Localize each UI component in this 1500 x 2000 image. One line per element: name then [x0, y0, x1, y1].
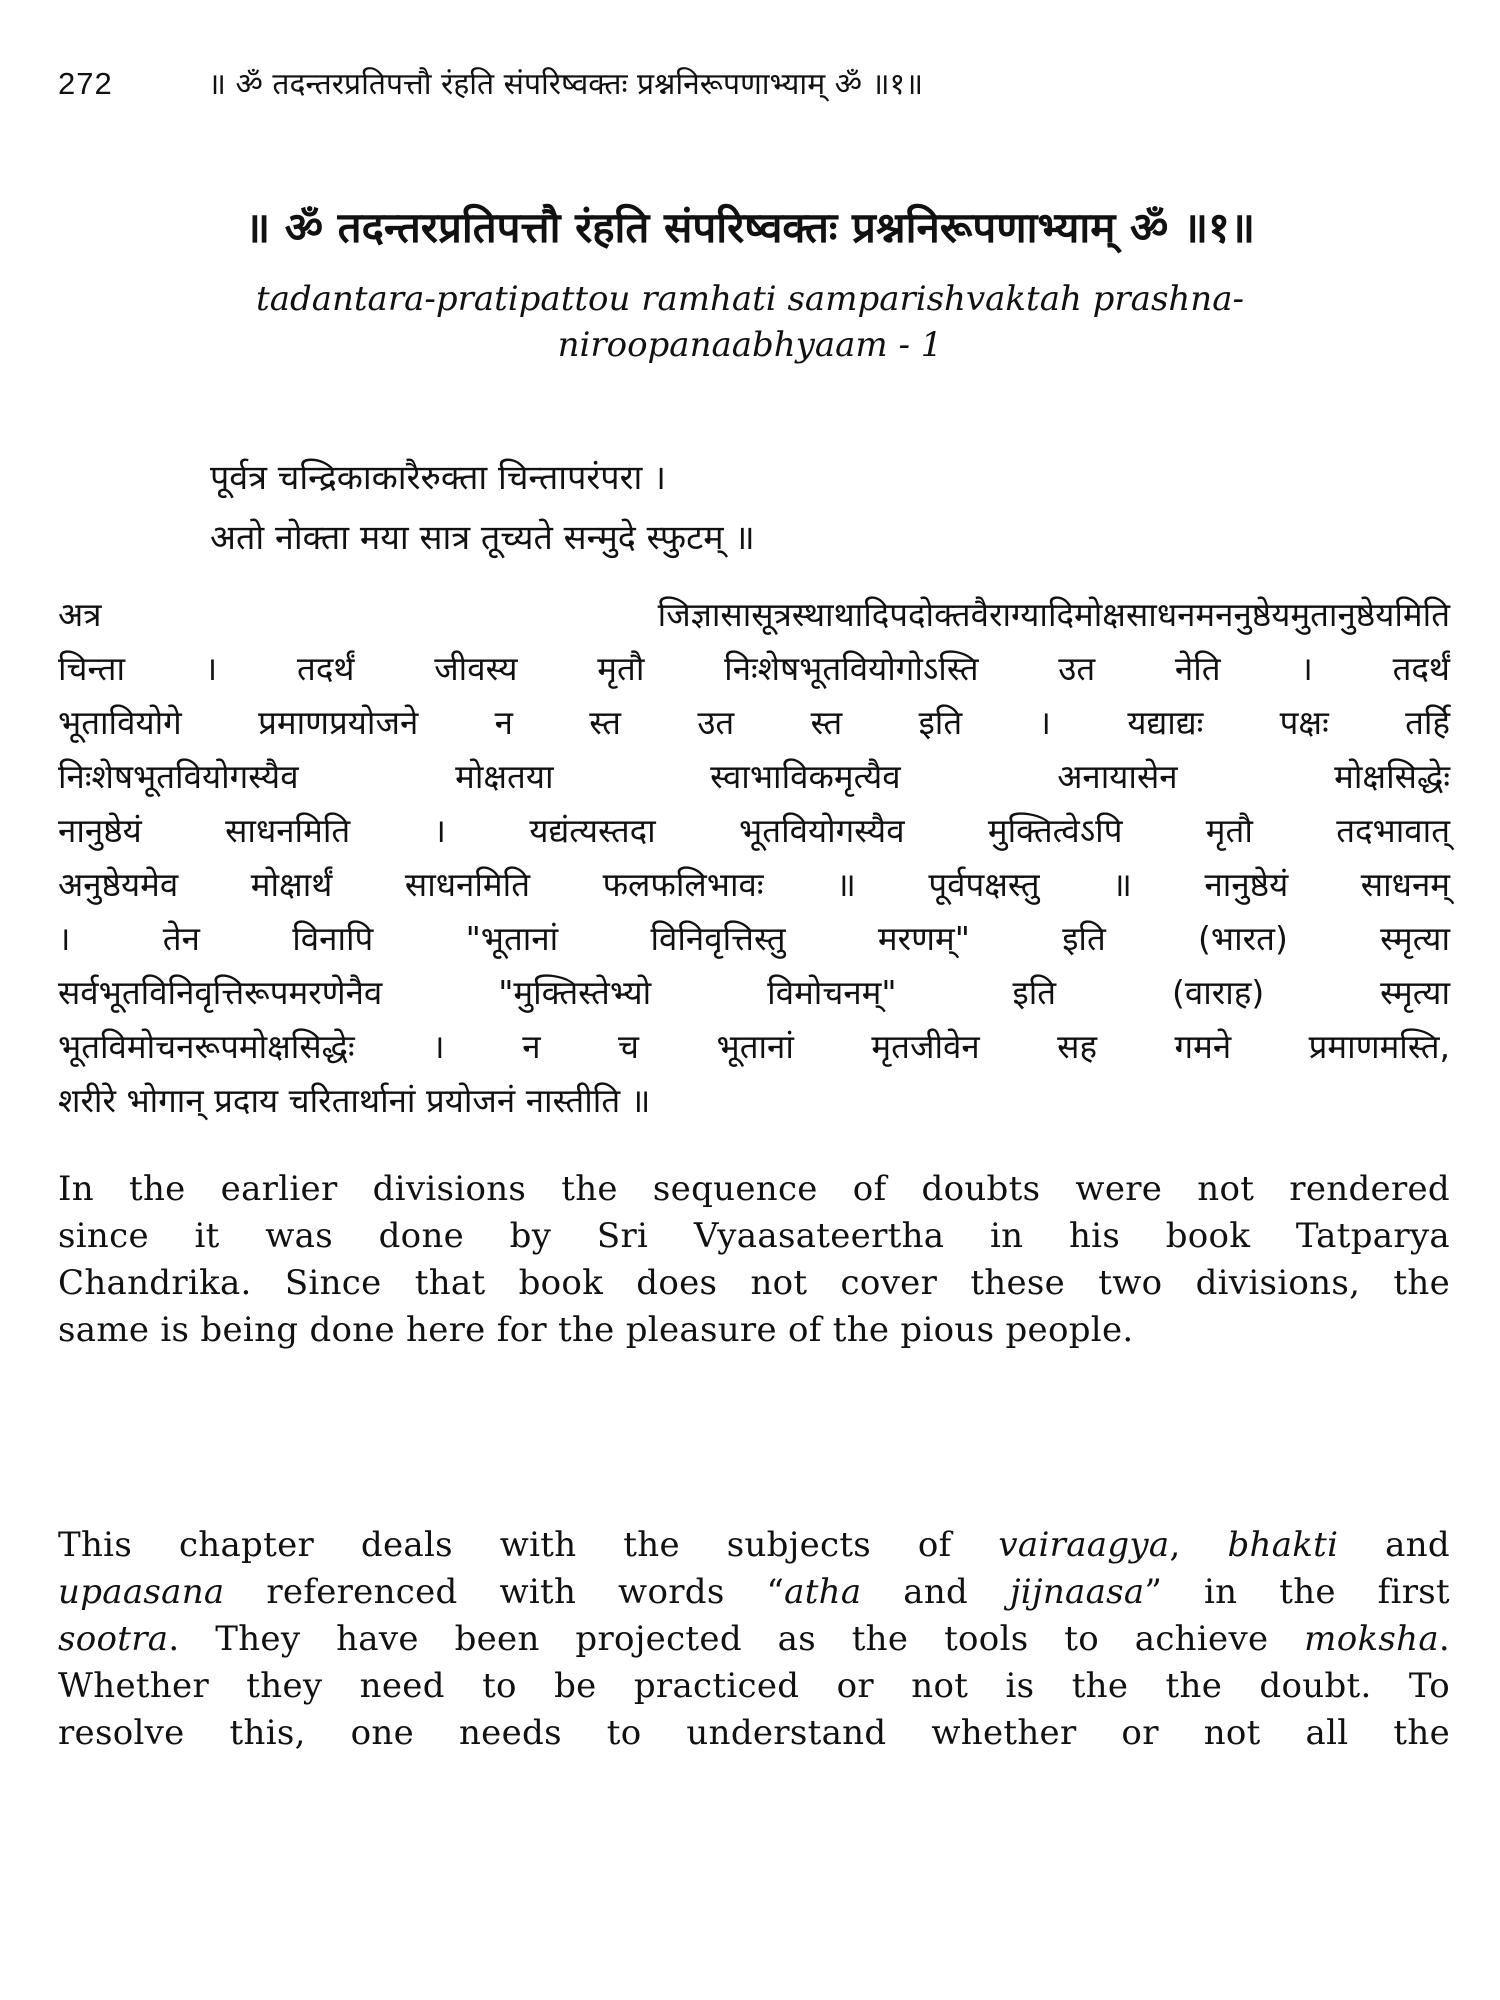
introductory-verse: [210, 448, 755, 568]
sanskrit-line: अत्र जिज्ञासासूत्रस्थाथादिपदोक्तवैराग्यादिमोक्षसाधनमननुष्ठेयमुतानुष्ठेयमिति: [58, 595, 1450, 634]
text-run: . They have been projected as the tools to achieve: [168, 1619, 1305, 1659]
paragraph-line: since it was done by Sri Vyaasateertha in his book Tatparya: [58, 1216, 1450, 1256]
italic-term: bhakti: [1227, 1525, 1339, 1565]
italic-term: sootra: [58, 1619, 169, 1659]
transliteration-line-1: tadantara-pratipattou ramhati samparishvaktah prashna-: [256, 279, 1244, 319]
verse-line-2: अतो नोक्ता मया सात्र तूच्यते सन्मुदे स्फुटम् ॥: [210, 518, 755, 558]
sanskrit-commentary: [58, 588, 1450, 1128]
italic-term: jijnaasa: [1009, 1572, 1145, 1612]
paragraph-line: Whether they need to be practiced or not is the the doubt. To: [58, 1666, 1450, 1706]
text-run: ,: [1169, 1525, 1228, 1565]
page-number: 272: [58, 66, 113, 101]
sanskrit-line: निःशेषभूतवियोगस्यैव मोक्षतया स्वाभाविकमृत्यैव अनायासेन मोक्षसिद्धेः: [58, 757, 1450, 796]
paragraph-line: [58, 1616, 1450, 1663]
paragraph-line: In the earlier divisions the sequence of doubts were not rendered: [58, 1169, 1450, 1209]
sutra-title: ॥ ॐ तदन्तरप्रतिपत्तौ रंहति संपरिष्वक्तः प्रश्ननिरूपणाभ्याम् ॐ ॥१॥: [244, 203, 1256, 252]
english-paragraph-1: [58, 1166, 1450, 1354]
sanskrit-line: चिन्ता । तदर्थं जीवस्य मृतौ निःशेषभूतवियोगोऽस्ति उत नेति । तदर्थं: [58, 649, 1450, 688]
english-paragraph-2: [58, 1522, 1450, 1757]
verse-line-1: पूर्वत्र चन्द्रिकाकारैरुक्ता चिन्तापरंपरा ।: [210, 458, 667, 498]
sutra-transliteration: [60, 276, 1440, 368]
sanskrit-line: अनुष्ठेयमेव मोक्षार्थं साधनमिति फलफलिभावः ॥ पूर्वपक्षस्तु ॥ नानुष्ठेयं साधनम्: [58, 865, 1450, 904]
paragraph-line: [58, 1522, 1450, 1569]
text-run: ” in the first: [1144, 1572, 1450, 1612]
paragraph-line: [58, 1569, 1450, 1616]
italic-term: upaasana: [58, 1572, 225, 1612]
text-run: and: [861, 1572, 1010, 1612]
sanskrit-line: । तेन विनापि "भूतानां विनिवृत्तिस्तु मरणम्" इति (भारत) स्मृत्या: [58, 919, 1450, 958]
paragraph-line: Chandrika. Since that book does not cover these two divisions, the: [58, 1263, 1450, 1303]
text-run: This chapter deals with the subjects of: [58, 1525, 999, 1565]
text-run: .: [1438, 1619, 1450, 1659]
transliteration-line-2: niroopanaabhyaam - 1: [557, 325, 943, 365]
sanskrit-line: शरीरे भोगान् प्रदाय चरितार्थानां प्रयोजनं नास्तीति ॥: [58, 1081, 651, 1120]
paragraph-line: same is being done here for the pleasure of the pious people.: [58, 1310, 1134, 1350]
text-run: referenced with words “: [224, 1572, 785, 1612]
paragraph-line: resolve this, one needs to understand whether or not all the: [58, 1713, 1450, 1753]
running-header: [58, 62, 1460, 107]
sanskrit-line: नानुष्ठेयं साधनमिति । यद्यंत्यस्तदा भूतवियोगस्यैव मुक्तित्वेऽपि मृतौ तदभावात्: [58, 811, 1450, 850]
running-header-title: ॥ ॐ तदन्तरप्रतिपत्तौ रंहति संपरिष्वक्तः प्रश्ननिरूपणाभ्याम् ॐ ॥१॥: [208, 67, 924, 102]
italic-term: atha: [784, 1572, 862, 1612]
sanskrit-line: सर्वभूतविनिवृत्तिरूपमरणेनैव "मुक्तिस्तेभ्यो विमोचनम्" इति (वाराह) स्मृत्या: [58, 973, 1450, 1012]
sanskrit-line: भूतावियोगे प्रमाणप्रयोजने न स्त उत स्त इति । यद्याद्यः पक्षः तर्हि: [58, 703, 1450, 742]
italic-term: vairaagya: [998, 1525, 1170, 1565]
text-run: and: [1338, 1525, 1450, 1565]
italic-term: moksha: [1304, 1619, 1439, 1659]
sanskrit-line: भूतविमोचनरूपमोक्षसिद्धेः । न च भूतानां मृतजीवेन सह गमने प्रमाणमस्ति,: [58, 1027, 1450, 1066]
